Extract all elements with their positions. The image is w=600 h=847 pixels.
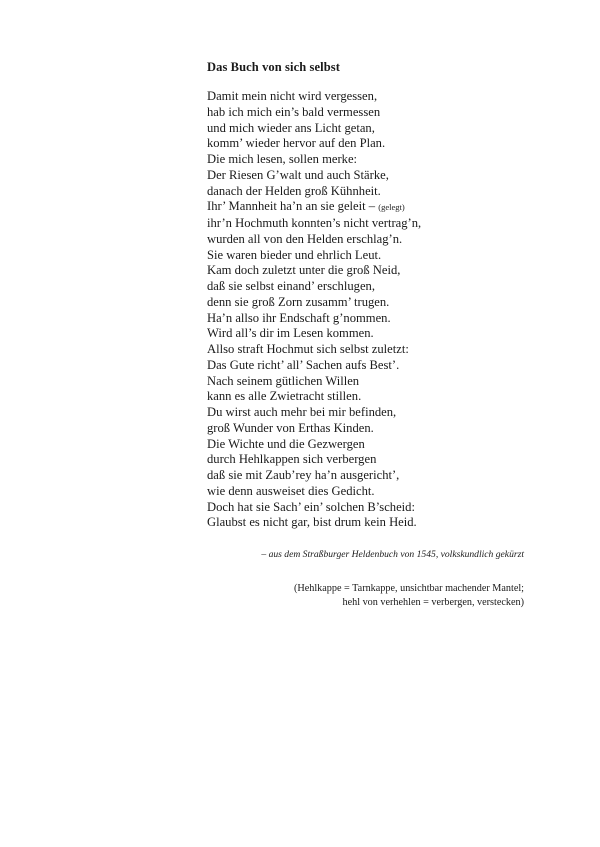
poem-line: und mich wieder ans Licht getan, — [207, 120, 375, 135]
poem-line: Der Riesen G’walt und auch Stärke, — [207, 167, 389, 182]
poem-line: Glaubst es nicht gar, bist drum kein Heid. — [207, 515, 417, 530]
poem-line-text: Ihr’ Mannheit ha’n an sie geleit – — [207, 199, 376, 214]
poem-line: hab ich mich ein’s bald vermessen — [207, 104, 381, 119]
poem-line — [207, 199, 421, 216]
poem-line: danach der Helden groß Kühnheit. — [207, 183, 381, 198]
poem-line: Damit mein nicht wird vergessen, — [207, 89, 378, 103]
footnote-line: (Hehlkappe = Tarnkappe, unsichtbar machender Mantel; — [293, 583, 524, 594]
poem-line: Nach seinem gütlichen Willen — [207, 373, 360, 388]
poem-line: Doch hat sie Sach’ ein’ solchen B’scheid: — [207, 499, 415, 514]
poem-annotation: (gelegt) — [378, 202, 405, 213]
poem-line: kann es alle Zwietracht stillen. — [207, 389, 362, 404]
poem-line: Allso straft Hochmut sich selbst zuletzt: — [207, 342, 409, 356]
poem-line: Kam doch zuletzt unter die groß Neid, — [207, 263, 401, 278]
poem-line: Wird all’s dir im Lesen kommen. — [207, 326, 374, 341]
poem-body — [207, 89, 421, 531]
poem-line: ihr’n Hochmuth konnten’s nicht vertrag’n, — [207, 216, 422, 230]
poem-line: daß sie mit Zaub’rey ha’n ausgericht’, — [207, 468, 400, 482]
poem-title: Das Buch von sich selbst — [207, 60, 340, 74]
poem-line: Die mich lesen, sollen merke: — [207, 152, 358, 166]
poem-line: Ha’n allso ihr Endschaft g’nommen. — [207, 310, 391, 325]
poem-line: komm’ wieder hervor auf den Plan. — [207, 136, 386, 151]
poem-line: Das Gute richt’ all’ Sachen aufs Best’. — [207, 357, 400, 372]
poem-line: groß Wunder von Erthas Kinden. — [207, 420, 374, 435]
poem-line: Die Wichte und die Gezwergen — [207, 436, 365, 451]
poem-line: wie denn ausweiset dies Gedicht. — [207, 483, 375, 498]
poem-line: denn sie groß Zorn zusamm’ trugen. — [207, 294, 390, 309]
poem-line: Sie waren bieder und ehrlich Leut. — [207, 247, 382, 262]
footnote-line: hehl von verhehlen = verbergen, verstecken) — [342, 597, 524, 609]
footnote — [294, 582, 524, 610]
poem-line: Du wirst auch mehr bei mir befinden, — [207, 405, 397, 419]
source-attribution: – aus dem Straßburger Heldenbuch von 1545, volkskundlich gekürzt — [261, 549, 524, 560]
poem-line: durch Hehlkappen sich verbergen — [207, 452, 377, 467]
poem-line: daß sie selbst einand’ erschlugen, — [207, 279, 375, 293]
poem-line: wurden all von den Helden erschlag’n. — [207, 231, 403, 246]
